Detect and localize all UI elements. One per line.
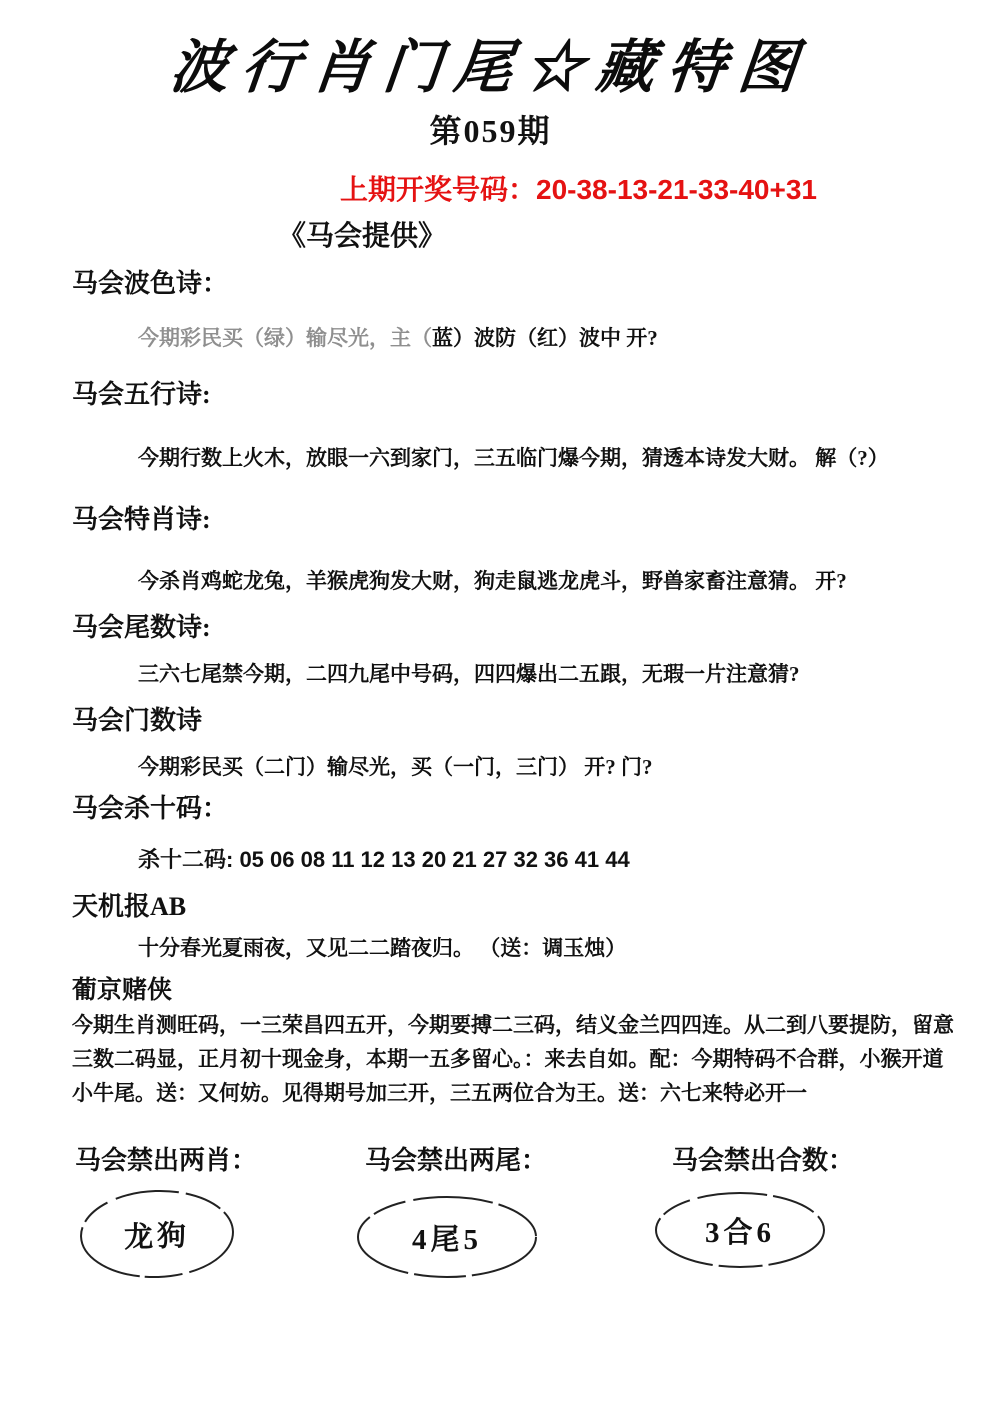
section-tianji-report	[72, 891, 941, 962]
section-heading: 马会尾数诗:	[72, 613, 211, 642]
section-special-zodiac-poem	[72, 504, 941, 595]
section-heading: 马会特肖诗:	[72, 505, 211, 534]
section-tail-number-poem	[72, 612, 941, 688]
provider-note: 《马会提供》	[278, 221, 447, 252]
page-title: 波行肖门尾☆藏特图	[166, 35, 813, 100]
forbidden-zodiac-value: 龙狗	[123, 1219, 191, 1254]
kill-codes-list: 杀十二码: 05 06 08 11 12 13 20 21 27 32 36 41 44	[138, 847, 630, 872]
section-heading: 天机报AB	[72, 892, 187, 921]
forbidden-tail-value: 4尾5	[411, 1223, 482, 1256]
pujing-line: 三数二码显，正月初十现金身，本期一五多留心。：来去自如。配：今期特码不合群，小猴开道	[72, 1047, 944, 1071]
section-poem: 三六七尾禁今期，二四九尾中号码，四四爆出二五跟，无瑕一片注意猜?	[138, 662, 800, 686]
forbidden-tail-label: 马会禁出两尾：	[365, 1146, 548, 1175]
last-draw-result: 上期开奖号码：20-38-13-21-33-40+31	[340, 174, 817, 205]
issue-number: 第059期	[429, 113, 552, 149]
pujing-line: 小牛尾。送：又何妨。见得期号加三开，三五两位合为王。送：六七来特必开一	[72, 1081, 807, 1105]
section-five-elements-poem	[72, 379, 941, 472]
section-heading: 马会门数诗	[72, 706, 203, 735]
section-wave-color-poem	[72, 268, 941, 352]
forbidden-tail-ellipse	[355, 1194, 539, 1280]
section-poem	[138, 324, 941, 352]
section-poem: 今杀肖鸡蛇龙兔，羊猴虎狗发大财，狗走鼠逃龙虎斗，野兽家畜注意猜。 开?	[138, 569, 847, 593]
pujing-gambler-heading: 葡京赌侠	[72, 977, 173, 1004]
section-gate-number-poem	[72, 705, 941, 781]
pujing-line: 今期生肖测旺码，一三荣昌四五开，今期要搏二三码，结义金兰四四连。从二到八要提防，留意	[72, 1013, 954, 1037]
forbidden-zodiac-label: 马会禁出两肖：	[75, 1146, 258, 1175]
forbidden-row	[0, 1128, 981, 1406]
section-heading: 马会波色诗：	[72, 269, 229, 298]
forbidden-sum-ellipse	[653, 1190, 827, 1270]
section-heading: 马会杀十码：	[72, 794, 229, 823]
section-poem: 今期彩民买（二门）输尽光，买（一门，三门） 开? 门?	[138, 755, 653, 779]
pujing-gambler-text	[72, 1008, 981, 1110]
poem-dark-part: 蓝）波防（红）波中 开?	[432, 326, 658, 350]
forbidden-zodiac-ellipse	[76, 1185, 237, 1282]
section-poem: 十分春光夏雨夜，又见二二踏夜归。 （送：调玉烛）	[138, 936, 627, 960]
poem-faint-part: 今期彩民买（绿）输尽光，主（	[138, 326, 432, 350]
forbidden-sum-value: 3合6	[704, 1216, 775, 1249]
section-kill-codes	[72, 793, 941, 874]
forbidden-sum-label: 马会禁出合数：	[672, 1146, 855, 1175]
section-heading: 马会五行诗:	[72, 380, 211, 409]
section-poem: 今期行数上火木，放眼一六到家门，三五临门爆今期，猜透本诗发大财。 解（?）	[138, 446, 889, 470]
tip-sheet-page	[0, 20, 981, 1408]
